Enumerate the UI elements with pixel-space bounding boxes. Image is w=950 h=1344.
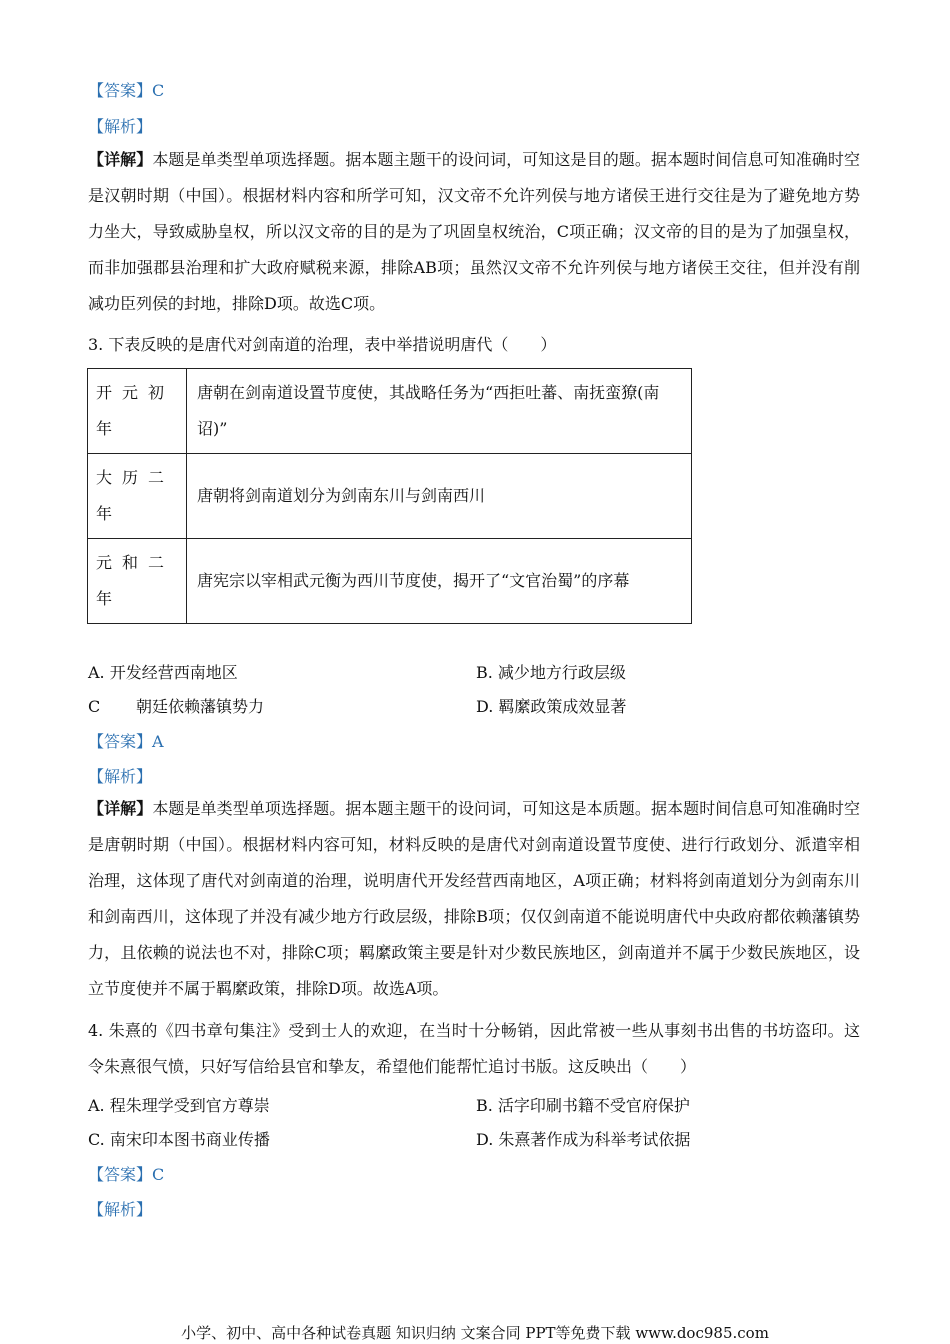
q3-table [87,368,692,624]
q3-answer: 【答案】A [88,732,164,751]
q3-question: 3. 下表反映的是唐代对剑南道的治理，表中举措说明唐代（ ） [88,335,557,354]
q3-detail [88,791,860,1007]
q3-option-a: A. 开发经营西南地区 [88,663,238,682]
page-footer: 小学、初中、高中各种试卷真题 知识归纳 文案合同 PPT等免费下载 www.doc985.com [181,1324,769,1342]
q3-analysis-label: 【解析】 [88,767,153,786]
table-row [88,369,692,454]
q4-option-d: D. 朱熹著作成为科举考试依据 [476,1130,691,1149]
q3-detail-tag: 【详解】 [88,799,153,818]
q2-detail [88,142,860,322]
q2-analysis-label: 【解析】 [88,117,153,136]
q4-option-c: C. 南宋印本图书商业传播 [88,1130,270,1149]
q3-row2-event: 唐朝将剑南道划分为剑南东川与剑南西川 [187,454,692,539]
q3-row3-period: 元和二年 [88,539,187,624]
q3-option-b: B. 减少地方行政层级 [476,663,626,682]
q4-option-b: B. 活字印刷书籍不受官府保护 [476,1096,690,1115]
q4-analysis-label: 【解析】 [88,1200,153,1219]
q4-answer: 【答案】C [88,1165,165,1184]
q3-row2-period: 大历二年 [88,454,187,539]
q4-option-a: A. 程朱理学受到官方尊崇 [88,1096,270,1115]
q3-option-d: D. 羁縻政策成效显著 [476,697,627,716]
table-row [88,539,692,624]
q2-detail-text: 本题是单类型单项选择题。据本题主题干的设问词，可知这是目的题。据本题时间信息可知准确时空是汉朝时期（中国）。根据材料内容和所学可知，汉文帝不允许列侯与地方诸侯王进行交往是为了避免地方势力坐大，导致威胁皇权，所以汉文帝的目的是为了巩固皇权统治，C项正确；汉文帝的目的是为了加强皇权，而非加强郡县治理和扩大政府赋税来源，排除AB项；虽然汉文帝不允许列侯与地方诸侯王交往，但并没有削减功臣列侯的封地，排除D项。故选C项。 [88,150,860,313]
q4-question: 4. 朱熹的《四书章句集注》受到士人的欢迎，在当时十分畅销，因此常被一些从事刻书出售的书坊盗印。这令朱熹很气愤，只好写信给县官和挚友，希望他们能帮忙追讨书版。这反映出（ ） [88,1021,860,1076]
q2-detail-tag: 【详解】 [88,150,153,169]
q3-row1-event: 唐朝在剑南道设置节度使，其战略任务为“西拒吐蕃、南抚蛮獠(南诏)” [187,369,692,454]
table-row [88,454,692,539]
q3-option-c-letter: C [88,697,101,716]
q3-detail-text: 本题是单类型单项选择题。据本题主题干的设问词，可知这是本质题。据本题时间信息可知准确时空是唐朝时期（中国）。根据材料内容可知，材料反映的是唐代对剑南道设置节度使、进行行政划分、派遣宰相治理，这体现了唐代对剑南道的治理，说明唐代开发经营西南地区，A项正确；材料将剑南道划分为剑南东川和剑南西川，这体现了并没有减少地方行政层级，排除B项；仅仅剑南道不能说明唐代中央政府都依赖藩镇势力，且依赖的说法也不对，排除C项；羁縻政策主要是针对少数民族地区，剑南道并不属于少数民族地区，设立节度使并不属于羁縻政策，排除D项。故选A项。 [88,799,860,998]
q2-answer: 【答案】C [88,81,165,100]
q3-row3-event: 唐宪宗以宰相武元衡为西川节度使，揭开了“文官治蜀”的序幕 [187,539,692,624]
q3-row1-period: 开元初年 [88,369,187,454]
q3-option-c-text: 朝廷依赖藩镇势力 [136,697,265,716]
